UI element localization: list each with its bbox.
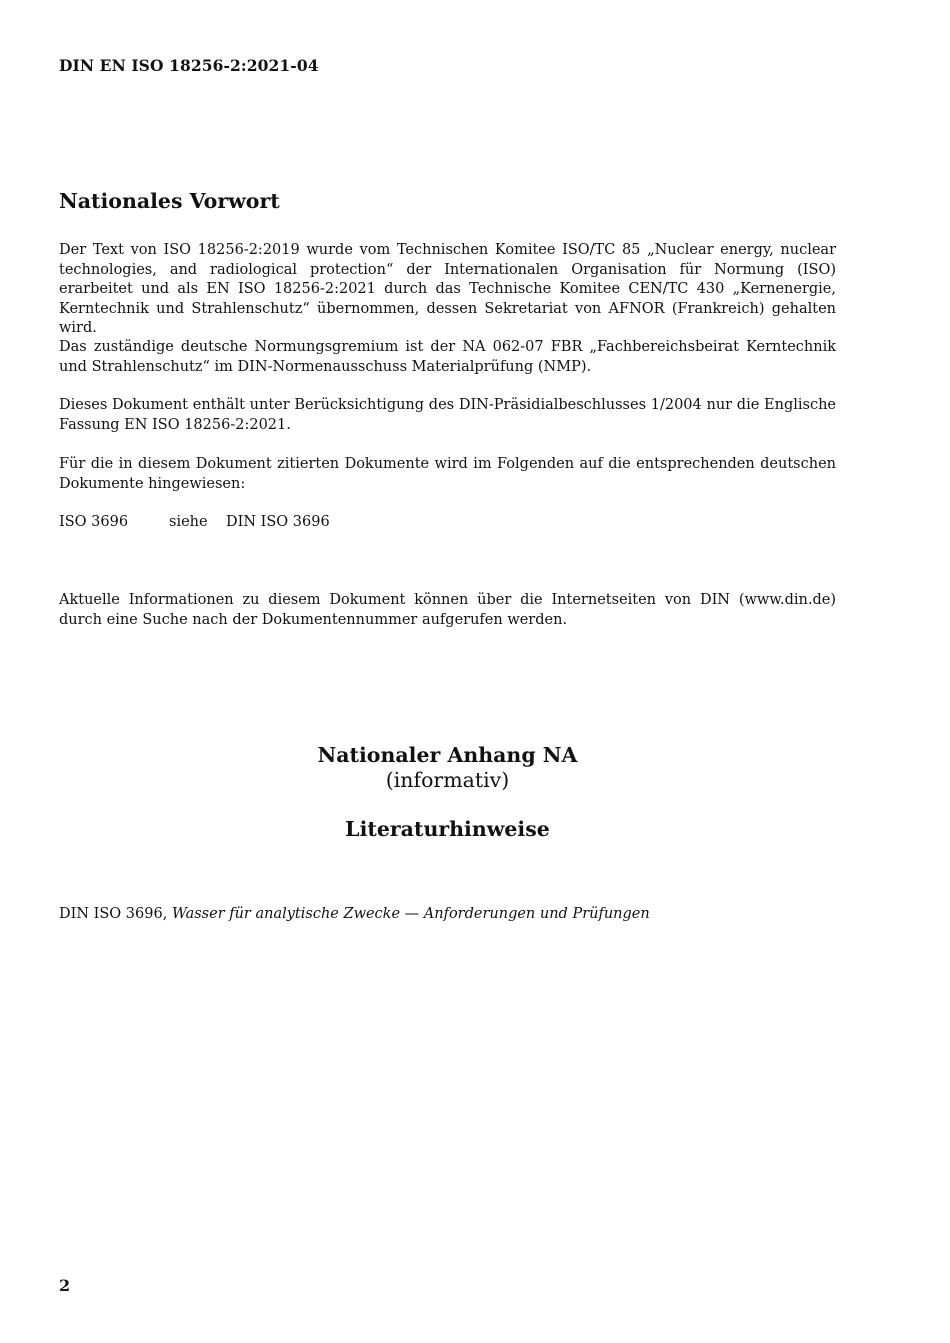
foreword-paragraph-4: Für die in diesem Dokument zitierten Dokumente wird im Folgenden auf die entsprechenden deutschen Dokumente hingewiesen: bbox=[59, 456, 836, 492]
reference-din: DIN ISO 3696 bbox=[226, 514, 330, 530]
foreword-paragraph-2: Das zuständige deutsche Normungsgremium ist der NA 062-07 FBR „Fachbereichsbeirat Kerntechnik und Strahlenschutz“ im DIN-Normenausschuss Materialprüfung (NMP). bbox=[59, 339, 836, 375]
bibliography-ref: DIN ISO 3696, bbox=[59, 906, 172, 922]
bibliography-entry bbox=[59, 905, 650, 925]
document-id-header: DIN EN ISO 18256-2:2021-04 bbox=[59, 56, 319, 75]
literature-heading: Literaturhinweise bbox=[345, 817, 550, 841]
foreword-info-paragraph: Aktuelle Informationen zu diesem Dokument können über die Internetseiten von DIN (www.din.de) durch eine Suche nach der Dokumentennummer aufgerufen werden. bbox=[59, 592, 836, 628]
reference-iso: ISO 3696 bbox=[59, 514, 129, 530]
annex-title: Nationaler Anhang NA bbox=[317, 743, 578, 767]
reference-siehe: siehe bbox=[169, 514, 208, 530]
foreword-title: Nationales Vorwort bbox=[59, 189, 280, 213]
bibliography-title: Wasser für analytische Zwecke — Anforderungen und Prüfungen bbox=[171, 906, 650, 922]
page-number: 2 bbox=[59, 1276, 71, 1295]
foreword-paragraph-1: Der Text von ISO 18256-2:2019 wurde vom Technischen Komitee ISO/TC 85 „Nuclear energy, nuclear technologies, and radiological protection“ der Internationalen Organisation für Normung (ISO) erarbeitet und als EN ISO 18256-2:2021 durch das Technische Komitee CEN/TC 430 „Kernenergie, Kerntechnik und Strahlenschutz“ übernommen, dessen Sekretariat von AFNOR (Frankreich) gehalten wird. bbox=[59, 242, 836, 336]
foreword-paragraph-3: Dieses Dokument enthält unter Berücksichtigung des DIN-Präsidialbeschlusses 1/2004 nur die Englische Fassung EN ISO 18256-2:2021. bbox=[59, 397, 836, 433]
annex-subtitle: (informativ) bbox=[385, 768, 510, 792]
